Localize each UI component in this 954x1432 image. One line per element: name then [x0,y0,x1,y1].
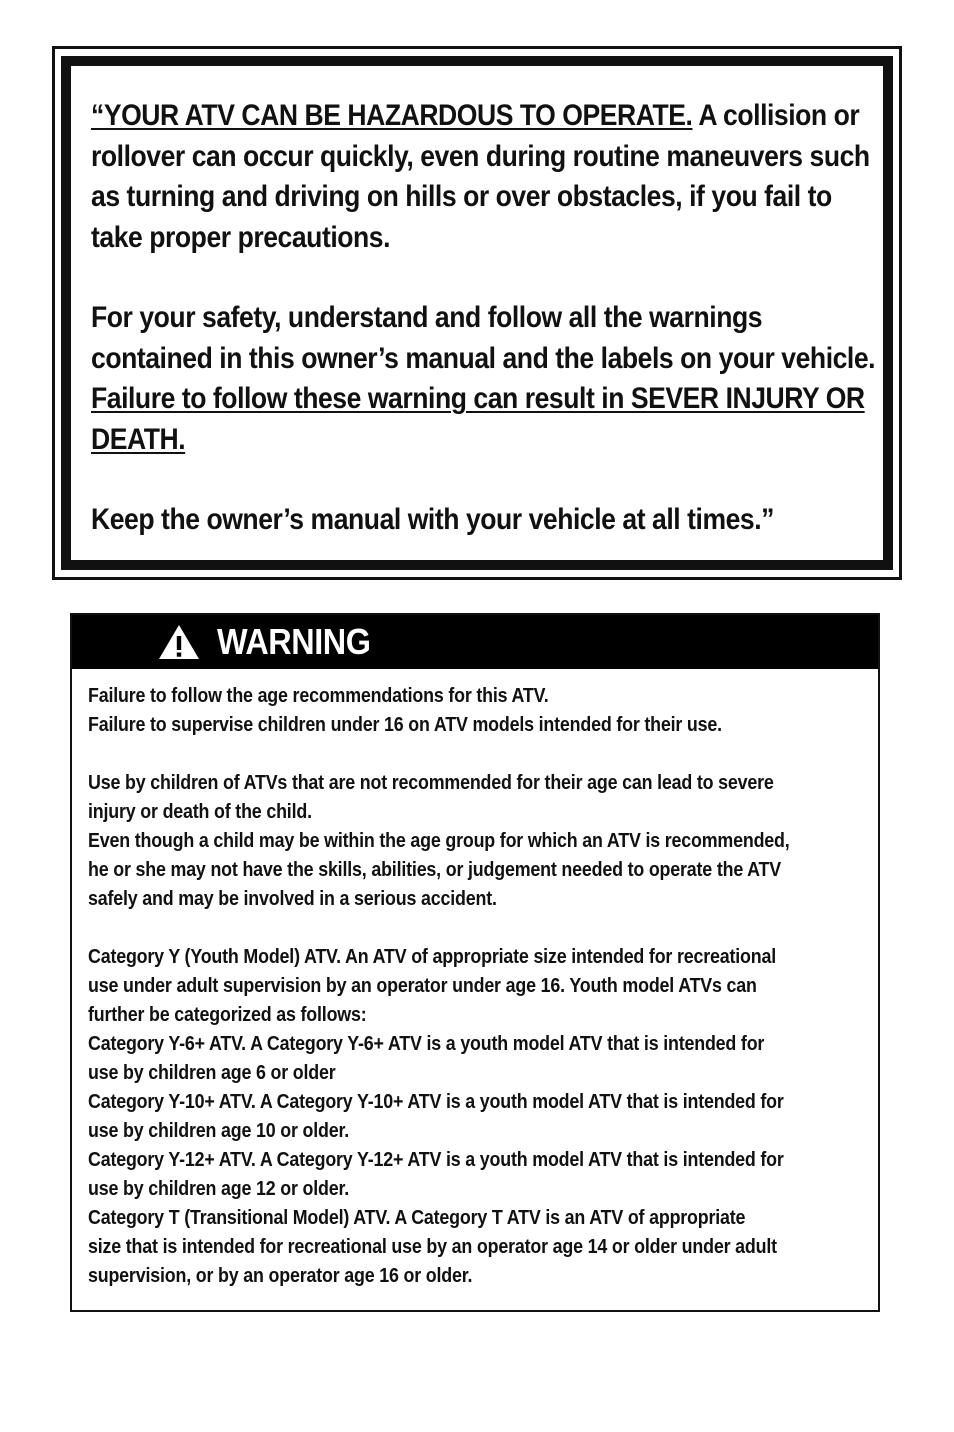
warning-body [72,669,878,1290]
warning-text-line: supervision, or by an operator age 16 or older. [88,1264,473,1287]
warning-text-line: he or she may not have the skills, abilities, or judgement needed to operate the ATV [88,858,782,881]
injury-warning-text: Failure to follow these warning can result in SEVER INJURY OR DEATH. [91,382,865,456]
warning-text-line: Even though a child may be within the age group for which an ATV is recommended, [88,829,790,852]
warning-text-line: Category Y-6+ ATV. A Category Y-6+ ATV is a youth model ATV that is intended for [88,1032,765,1055]
warning-text-line: injury or death of the child. [88,800,312,823]
warning-text-line: Category T (Transitional Model) ATV. A Category T ATV is an ATV of appropriate [88,1206,746,1229]
warning-text-line: safely and may be involved in a serious accident. [88,887,497,910]
warning-text-line: use by children age 10 or older. [88,1119,350,1142]
notice-paragraph-hazard [91,96,883,258]
hazard-text: A collision or rollover can occur quickly, even during routine maneuvers such as turning and driving on hills or over obstacles, if you fail to take proper precautions. [91,99,870,254]
warning-text-line: Category Y (Youth Model) ATV. An ATV of appropriate size intended for recreational [88,945,777,968]
warning-text-line: use by children age 6 or older [88,1061,336,1084]
warning-text-line: size that is intended for recreational use by an operator age 14 or older under adult [88,1235,777,1258]
warning-panel [70,613,880,1312]
warning-text-line: Category Y-10+ ATV. A Category Y-10+ ATV is a youth model ATV that is intended for [88,1090,784,1113]
warning-text-line: use under adult supervision by an operator under age 16. Youth model ATVs can [88,974,757,997]
warning-text-line: Category Y-12+ ATV. A Category Y-12+ ATV is a youth model ATV that is intended for [88,1148,784,1171]
notice-paragraph-safety [91,298,883,460]
warning-triangle-icon [157,623,201,661]
paragraph-gap [88,913,878,942]
paragraph-gap [88,739,878,768]
warning-text-line: Failure to supervise children under 16 on ATV models intended for their use. [88,713,722,736]
safety-notice-box [61,56,893,570]
warning-title: WARNING [217,621,371,662]
warning-text-line: use by children age 12 or older. [88,1177,350,1200]
warning-text-line: Failure to follow the age recommendations for this ATV. [88,684,549,707]
notice-paragraph-keep-manual: Keep the owner’s manual with your vehicle at all times.” [91,503,775,536]
warning-header [72,615,878,669]
warning-text-line: further be categorized as follows: [88,1003,367,1026]
warning-text-line: Use by children of ATVs that are not recommended for their age can lead to severe [88,771,774,794]
safety-text: For your safety, understand and follow all the warnings contained in this owner’s manual and the labels on your vehicle. [91,301,876,375]
hazard-headline: “YOUR ATV CAN BE HAZARDOUS TO OPERATE. [91,99,693,132]
